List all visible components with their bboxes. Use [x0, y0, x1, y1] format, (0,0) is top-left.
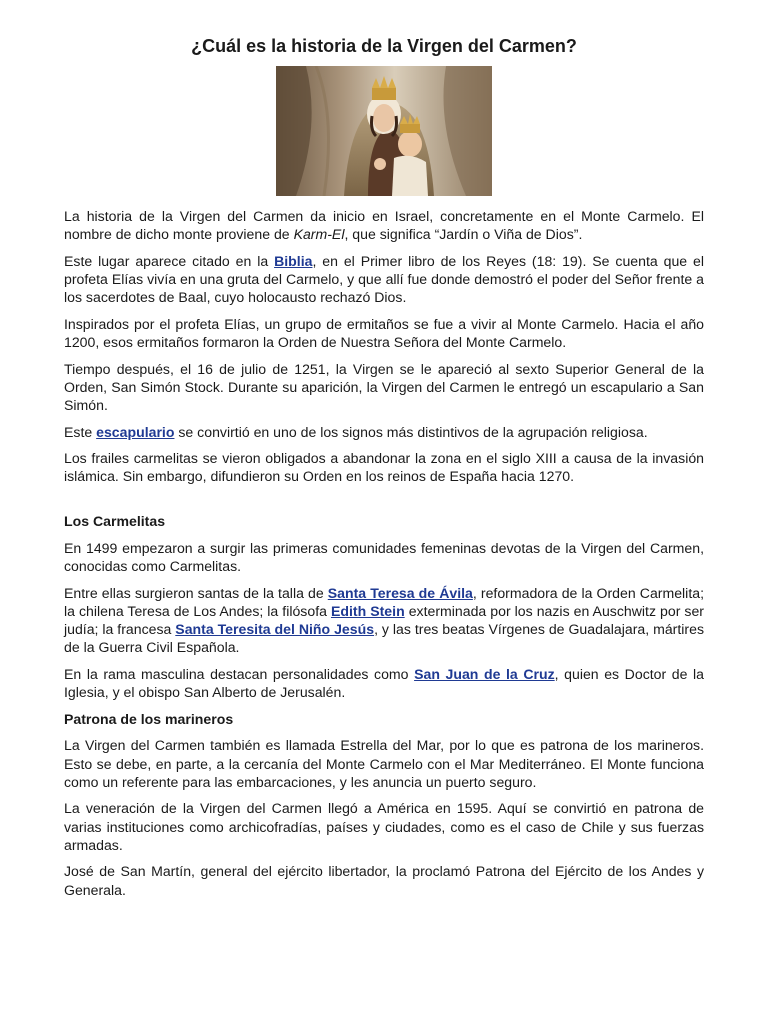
spacer: [64, 494, 704, 512]
text: , que significa “Jardín o Viña de Dios”.: [344, 226, 583, 243]
link-santa-teresita[interactable]: Santa Teresita del Niño Jesús: [175, 620, 375, 637]
section-heading-carmelitas: Los Carmelitas: [64, 512, 166, 529]
link-santa-teresa-de-avila[interactable]: Santa Teresa de Ávila: [327, 584, 473, 601]
emphasis-text: Karm-El: [293, 226, 345, 243]
text: Este: [64, 423, 97, 440]
article-title: ¿Cuál es la historia de la Virgen del Carmen?: [191, 36, 577, 56]
text: Este lugar aparece citado en la: [64, 252, 275, 269]
paragraph: La Virgen del Carmen también es llamada Estrella del Mar, por lo que es patrona de los marineros. Esto se debe, en parte, a la cercanía del Monte Carmelo con el Mar Mediterráneo. El Monte funciona como un referente para las embarcaciones, y les anuncia un puerto seguro.: [64, 737, 704, 790]
text: , y las tres beatas Vírgenes de Guadalajara, mártires de la Guerra Civil Española.: [64, 620, 704, 656]
paragraph: [64, 252, 704, 307]
paragraph: [64, 423, 704, 441]
section-heading-patrona: Patrona de los marineros: [64, 710, 234, 727]
paragraph: La veneración de la Virgen del Carmen llegó a América en 1595. Aquí se convirtió en patrona de varias instituciones como archicofradías, países y ciudades, como es el caso de Chile y sus fuerzas armadas.: [64, 800, 704, 853]
link-escapulario[interactable]: escapulario: [96, 423, 175, 440]
text: En la rama masculina destacan personalidades como: [64, 665, 415, 682]
paragraph: [64, 584, 704, 657]
link-biblia[interactable]: Biblia: [274, 252, 313, 269]
text: , reformadora de la Orden Carmelita; la chilena Teresa de Los Andes; la filósofa: [64, 584, 704, 619]
paragraph: Inspirados por el profeta Elías, un grupo de ermitaños se fue a vivir al Monte Carmelo. Hacia el año 1200, esos ermitaños formaron la Orden de Nuestra Señora del Monte Carmelo.: [64, 315, 704, 350]
paragraph: Los frailes carmelitas se vieron obligados a abandonar la zona en el siglo XIII a causa de la invasión islámica. Sin embargo, difundieron su Orden en los reinos de España hacia 1270.: [64, 450, 704, 485]
text: Entre ellas surgieron santas de la talla de: [64, 584, 328, 601]
virgin-of-carmen-image: [276, 66, 492, 196]
paragraph: En 1499 empezaron a surgir las primeras comunidades femeninas devotas de la Virgen del Carmen, conocidas como Carmelitas.: [64, 539, 704, 574]
link-san-juan-de-la-cruz[interactable]: San Juan de la Cruz: [414, 665, 555, 682]
paragraph: [64, 207, 704, 243]
text: , en el Primer libro de los Reyes (18: 19). Se cuenta que el profeta Elías vivía en una gruta del Carmelo, y que allí fue donde demostró el poder del Señor frente a los sacerdotes de Baal, cuyo holocausto rechazó Dios.: [64, 252, 704, 306]
article-body: [64, 207, 704, 899]
text: , quien es Doctor de la Iglesia, y el obispo San Alberto de Jerusalén.: [64, 665, 704, 700]
paragraph: Tiempo después, el 16 de julio de 1251, la Virgen se le apareció al sexto Superior General de la Orden, San Simón Stock. Durante su aparición, la Virgen del Carmen le entregó un escapulario a San Simón.: [64, 360, 704, 413]
link-edith-stein[interactable]: Edith Stein: [330, 602, 405, 619]
paragraph: [64, 665, 704, 701]
text: exterminada por los nazis en Auschwitz por ser judía; la francesa: [64, 602, 704, 637]
paragraph: José de San Martín, general del ejército libertador, la proclamó Patrona del Ejército de los Andes y Generala.: [64, 863, 704, 898]
text: La historia de la Virgen del Carmen da inicio en Israel, concretamente en el Monte Carmelo. El nombre de dicho monte proviene de: [64, 208, 704, 243]
text: se convirtió en uno de los signos más distintivos de la agrupación religiosa.: [174, 423, 648, 440]
